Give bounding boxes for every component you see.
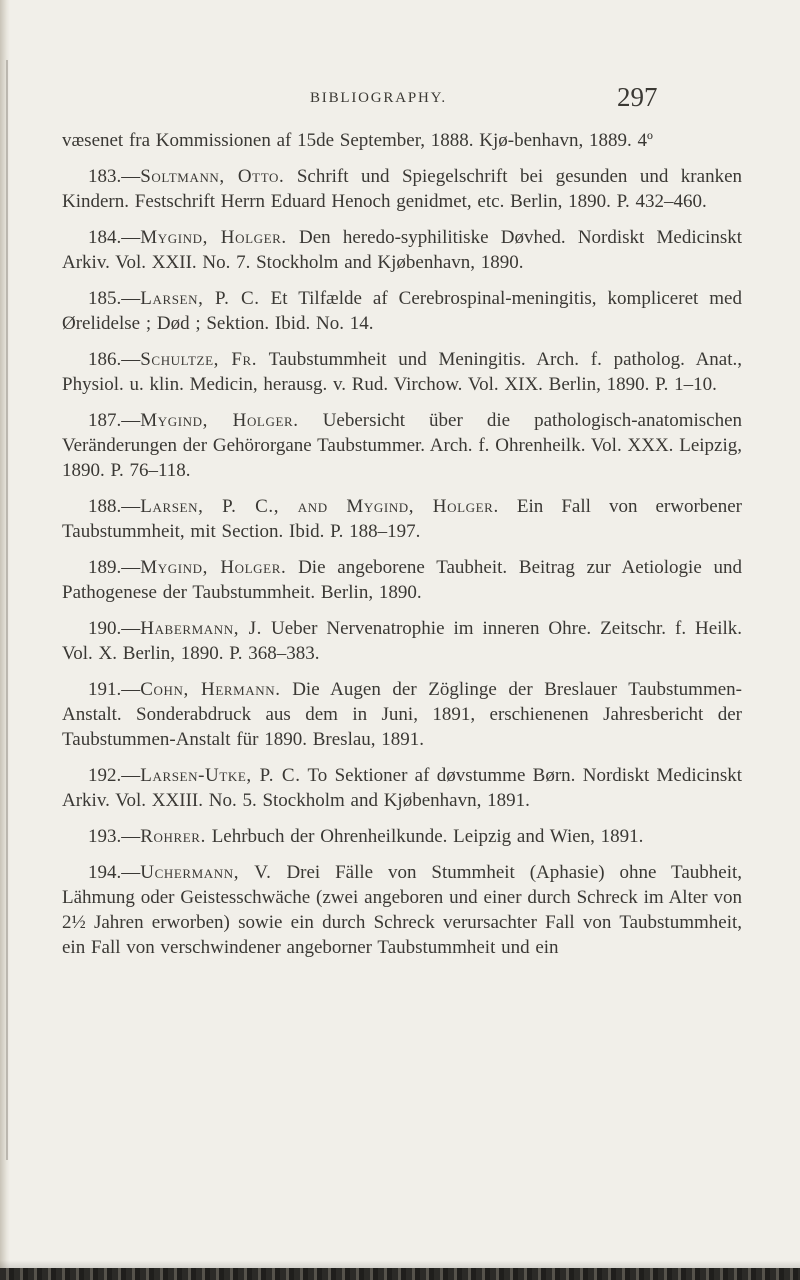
entry-text: Uebersicht über die pathologisch-anatomischen Veränderungen der Gehörorgane Taubstummer. Arch. f. Ohrenheilk. Vol. XXX. Leipzig, 1890. P. 76–118. bbox=[62, 410, 743, 481]
entry-text: Drei Fälle von Stummheit (Aphasie) ohne Taubheit, Lähmung oder Geistesschwäche (zwei angeboren und einer durch Schreck im Alter von 2½ Jahren erworben) sowie ein durch Schreck verursachter Fall von Taubstummheit, ein Fall von verschwindener angeborner Taubstummheit und ein bbox=[62, 862, 743, 958]
entry-number: 187. bbox=[88, 410, 122, 431]
entry-author: Rohrer. bbox=[140, 826, 206, 847]
bibliography-entry: 183.—Soltmann, Otto. Schrift und Spiegelschrift bei gesunden und kranken Kindern. Festschrift Herrn Eduard Henoch genidmet, etc. Berlin, 1890. P. 432–460. bbox=[62, 166, 742, 212]
entry-number: 193. bbox=[88, 826, 122, 847]
entry-text: Die Augen der Zöglinge der Breslauer Taubstummen-Anstalt. Sonderabdruck aus dem in Juni, 1891, erschienenen Jahresbericht der Taubstummen-Anstalt für 1890. Breslau, 1891. bbox=[62, 679, 742, 750]
page-binding-edge bbox=[0, 0, 10, 1280]
running-head: BIBLIOGRAPHY. bbox=[310, 90, 447, 106]
entry-author: Larsen, P. C., and Mygind, Holger. bbox=[140, 496, 499, 517]
bibliography-entries bbox=[62, 128, 742, 971]
scan-bottom-edge bbox=[0, 1268, 800, 1280]
continuation-text: væsenet fra Kommissionen af 15de September, 1888. Kjø-benhavn, 1889. 4º bbox=[62, 130, 653, 151]
entry-author: Habermann, J. bbox=[140, 618, 263, 639]
entry-text: Den heredo-syphilitiske Døvhed. Nordiskt Medicinskt Arkiv. Vol. XXII. No. 7. Stockholm and Kjøbenhavn, 1890. bbox=[62, 227, 743, 273]
entry-number: 185. bbox=[88, 288, 122, 309]
page-number: 297 bbox=[617, 82, 658, 112]
entry-number: 189. bbox=[88, 557, 122, 578]
entry-author: Soltmann, Otto. bbox=[140, 166, 285, 187]
entry-text: To Sektioner af døvstumme Børn. Nordiskt Medicinskt Arkiv. Vol. XXIII. No. 5. Stockholm and Kjøbenhavn, 1891. bbox=[62, 765, 742, 811]
entry-author: Larsen-Utke, P. C. bbox=[140, 765, 301, 786]
entry-number: 186. bbox=[88, 349, 122, 370]
bibliography-entry: 189.—Mygind, Holger. Die angeborene Taubheit. Beitrag zur Aetiologie und Pathogenese der Taubstummheit. Berlin, 1890. bbox=[62, 557, 742, 603]
entry-number: 188. bbox=[88, 496, 122, 517]
bibliography-entry: 192.—Larsen-Utke, P. C. To Sektioner af døvstumme Børn. Nordiskt Medicinskt Arkiv. Vol. XXIII. No. 5. Stockholm and Kjøbenhavn, 1891. bbox=[62, 765, 742, 811]
entry-text: Et Tilfælde af Cerebrospinal-meningitis, kompliceret med Ørelidelse ; Død ; Sektion. Ibid. No. 14. bbox=[62, 288, 742, 334]
bibliography-entry: 191.—Cohn, Hermann. Die Augen der Zöglinge der Breslauer Taubstummen-Anstalt. Sonderabdruck aus dem in Juni, 1891, erschienenen Jahresbericht der Taubstummen-Anstalt für 1890. Breslau, 1891. bbox=[62, 679, 742, 750]
entry-number: 194. bbox=[88, 862, 122, 883]
bibliography-entry: 185.—Larsen, P. C. Et Tilfælde af Cerebrospinal-meningitis, kompliceret med Ørelidelse ; Død ; Sektion. Ibid. No. 14. bbox=[62, 288, 742, 334]
entry-author: Uchermann, V. bbox=[140, 862, 272, 883]
entry-text: Lehrbuch der Ohrenheilkunde. Leipzig and Wien, 1891. bbox=[211, 826, 644, 847]
entry-text: Ueber Nervenatrophie im inneren Ohre. Zeitschr. f. Heilk. Vol. X. Berlin, 1890. P. 368–383. bbox=[62, 618, 743, 664]
entry-text: Ein Fall von erworbener Taubstummheit, mit Section. Ibid. P. 188–197. bbox=[62, 496, 743, 542]
entry-author: Mygind, Holger. bbox=[140, 557, 287, 578]
entry-author: Cohn, Hermann. bbox=[140, 679, 281, 700]
entry-number: 183. bbox=[88, 166, 122, 187]
bibliography-entry: 194.—Uchermann, V. Drei Fälle von Stummheit (Aphasie) ohne Taubheit, Lähmung oder Geistesschwäche (zwei angeboren und einer durch Schreck im Alter von 2½ Jahren erworben) sowie ein durch Schreck verursachter Fall von Taubstummheit, ein Fall von verschwindener angeborner Taubstummheit und ein bbox=[62, 862, 743, 958]
entry-author: Schultze, Fr. bbox=[140, 349, 258, 370]
bibliography-entry: 184.—Mygind, Holger. Den heredo-syphilitiske Døvhed. Nordiskt Medicinskt Arkiv. Vol. XXII. No. 7. Stockholm and Kjøbenhavn, 1890. bbox=[62, 227, 743, 273]
bibliography-entry: 186.—Schultze, Fr. Taubstummheit und Meningitis. Arch. f. patholog. Anat., Physiol. u. klin. Medicin, herausg. v. Rud. Virchow. Vol. XIX. Berlin, 1890. P. 1–10. bbox=[62, 349, 743, 395]
entry-text: Taubstummheit und Meningitis. Arch. f. patholog. Anat., Physiol. u. klin. Medicin, herausg. v. Rud. Virchow. Vol. XIX. Berlin, 1890. P. 1–10. bbox=[62, 349, 743, 395]
bibliography-entry: 187.—Mygind, Holger. Uebersicht über die pathologisch-anatomischen Veränderungen der Gehörorgane Taubstummer. Arch. f. Ohrenheilk. Vol. XXX. Leipzig, 1890. P. 76–118. bbox=[62, 410, 743, 481]
scan-bottom-shadow bbox=[0, 1260, 800, 1268]
bibliography-entry: 190.—Habermann, J. Ueber Nervenatrophie im inneren Ohre. Zeitschr. f. Heilk. Vol. X. Berlin, 1890. P. 368–383. bbox=[62, 618, 743, 664]
bibliography-entry: 188.—Larsen, P. C., and Mygind, Holger. Ein Fall von erworbener Taubstummheit, mit Section. Ibid. P. 188–197. bbox=[62, 496, 743, 542]
page-binding-shadow bbox=[6, 60, 8, 1160]
entry-author: Mygind, Holger. bbox=[140, 227, 287, 248]
entry-author: Larsen, P. C. bbox=[140, 288, 260, 309]
entry-number: 184. bbox=[88, 227, 122, 248]
entry-number: 190. bbox=[88, 618, 122, 639]
entry-text: Schrift und Spiegelschrift bei gesunden und kranken Kindern. Festschrift Herrn Eduard Henoch genidmet, etc. Berlin, 1890. P. 432–460. bbox=[62, 166, 742, 212]
entry-number: 192. bbox=[88, 765, 122, 786]
entry-author: Mygind, Holger. bbox=[140, 410, 299, 431]
entry-number: 191. bbox=[88, 679, 122, 700]
bibliography-entry: 193.—Rohrer. Lehrbuch der Ohrenheilkunde. Leipzig and Wien, 1891. bbox=[62, 824, 742, 849]
entry-text: Die angeborene Taubheit. Beitrag zur Aetiologie und Pathogenese der Taubstummheit. Berlin, 1890. bbox=[62, 557, 742, 603]
